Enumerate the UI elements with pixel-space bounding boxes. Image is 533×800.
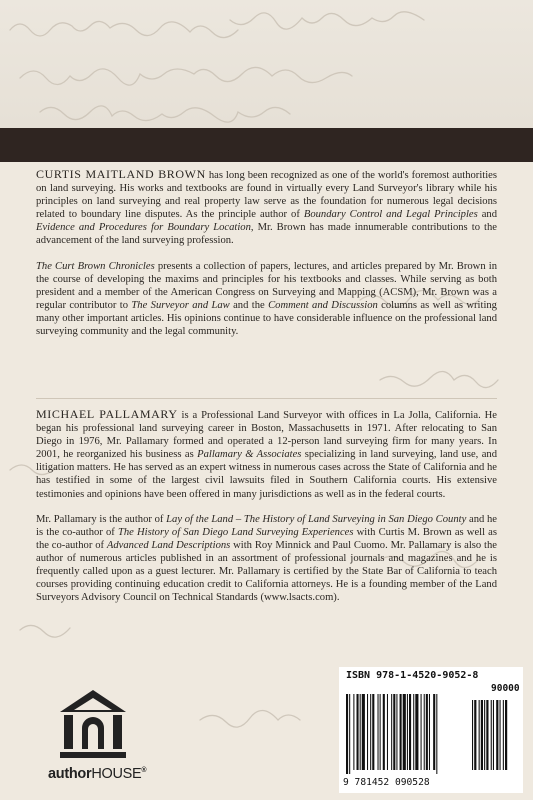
- bio-curtis-brown: [36, 168, 497, 350]
- publisher-name: authorHOUSE®: [48, 766, 147, 782]
- header-dark-bar: [0, 128, 533, 162]
- bio-brown-paragraph-2: The Curt Brown Chronicles presents a collection of papers, lectures, and articles prepared by Mr. Brown in the course of developing the maxims and principles for his textbooks and classes. While serving as both president and a member of the American Congress on Surveying and Mapping (ACSM), Mr. Brown was a regular contributor to The Surveyor and Law and the Comment and Discussion columns as well as writing many other important articles. His opinions continue to have considerable influence on the professional land surveying community and the legal community.: [36, 260, 497, 338]
- bio-pallamary-paragraph-2: Mr. Pallamary is the author of Lay of the Land – The History of Land Surveying in San Diego County and he is the co-author of The History of San Diego Land Surveying Experiences with Curtis M. Brown as well as the co-author of Advanced Land Descriptions with Roy Minnick and Paul Cuomo. Mr. Pallamary is also the author of numerous articles published in an assortment of professional journals and magazines and he is frequently called upon as a guest lecturer. Mr. Pallamary is certified by the State Bar of California to teach courses providing continuing education credit to California attorneys. He is a founding member of the Land Surveyors Advisory Council on Technical Standards (www.lsacts.com).: [36, 513, 498, 604]
- author-name-pallamary: MICHAEL PALLAMARY: [36, 407, 178, 421]
- bio-pallamary-paragraph-1: MICHAEL PALLAMARY is a Professional Land Surveyor with offices in La Jolla, California. He began his professional land surveying career in Boston, Massachusetts in 1971. After relocating to San Diego in 1976, Mr. Pallamary formed and operated a 12-person land surveying firm for many years. In 2001, he reorganized his business as Pallamary & Associates specializing in land surveying, land use, and litigation matters. He has served as an expert witness in numerous cases across the State of California and he has testified in some of the largest civil lawsuits filed in Southern California courts. His extensive testimonies and opinions have been offered in many jurisdictions as well as in the federal courts.: [36, 407, 497, 500]
- bio-michael-pallamary: [36, 408, 497, 616]
- chronicles-title: The Curt Brown Chronicles: [36, 260, 155, 272]
- bio-brown-paragraph-1: CURTIS MAITLAND BROWN has long been recognized as one of the world's foremost authorities on land surveying. His works and textbooks are found in virtually every Land Surveyor's library while his principles on land surveying and real property law serve as the foundation for numerous legal decisions related to boundary line disputes. As the principle author of Boundary Control and Legal Principles and Evidence and Procedures for Boundary Location, Mr. Brown has made innumerable contributions to the advancement of the land surveying profession.: [36, 167, 497, 247]
- publisher-logo: [48, 688, 147, 788]
- isbn-barcode: [339, 667, 523, 793]
- price-code: 90000: [491, 683, 520, 694]
- top-background: [0, 0, 533, 128]
- section-divider: [36, 398, 497, 399]
- isbn-label: ISBN 978-1-4520-9052-8: [346, 670, 479, 681]
- barcode-bars: [344, 694, 518, 776]
- author-name-brown: CURTIS MAITLAND BROWN: [36, 167, 206, 181]
- house-columns-icon: [56, 688, 130, 760]
- barcode-digits: 9 781452 090528: [343, 777, 430, 788]
